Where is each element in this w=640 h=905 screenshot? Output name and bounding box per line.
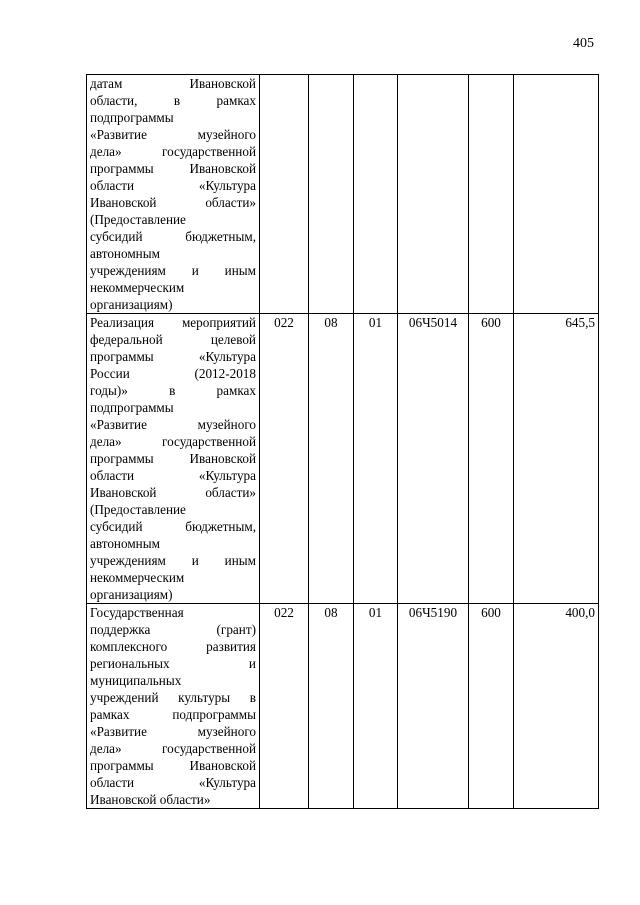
description-line: «Развитие музейного [90, 127, 256, 142]
description-line: программы Ивановской [90, 451, 256, 466]
description-line: (Предоставление [90, 502, 186, 517]
ministry-code-cell: 022 [260, 314, 309, 604]
description-line: области «Культура [90, 178, 256, 193]
budget-table [86, 74, 599, 809]
description-line: комплексного развития [90, 639, 256, 654]
description-line: региональных и [90, 656, 256, 671]
description-line: некоммерческим [90, 280, 185, 295]
description-line: программы Ивановской [90, 758, 256, 773]
description-line: организациям) [90, 297, 173, 312]
description-line: датам Ивановской [90, 76, 256, 91]
description-line: подпрограммы [90, 400, 174, 415]
description-line: учреждениям и иным [90, 263, 256, 278]
description-line: поддержка (грант) [90, 622, 256, 637]
description-line: области «Культура [90, 468, 256, 483]
description-line: Ивановской области» [90, 195, 256, 210]
description-line: подпрограммы [90, 110, 174, 125]
table-body [87, 75, 599, 809]
description-line: субсидий бюджетным, [90, 229, 256, 244]
description-line: Ивановской области» [90, 485, 256, 500]
section-code-cell: 08 [309, 314, 354, 604]
description-line: организациям) [90, 587, 173, 602]
expense-type-cell: 600 [469, 314, 514, 604]
target-article-cell: 06Ч5190 [398, 604, 469, 809]
section-code-cell [309, 75, 354, 314]
target-article-cell [398, 75, 469, 314]
description-line: программы Ивановской [90, 161, 256, 176]
description-line: Государственная [90, 605, 184, 620]
description-line: муниципальных [90, 673, 182, 688]
table-row [87, 604, 599, 809]
description-line: дела» государственной [90, 741, 256, 756]
ministry-code-cell [260, 75, 309, 314]
description-line: области, в рамках [90, 93, 256, 108]
description-line: Ивановской области» [90, 792, 211, 807]
description-line: (Предоставление [90, 212, 186, 227]
description-line: России (2012-2018 [90, 366, 256, 381]
sum-cell: 400,0 [514, 604, 599, 809]
subsection-code-cell [354, 75, 398, 314]
description-line: дела» государственной [90, 434, 256, 449]
subsection-code-cell: 01 [354, 604, 398, 809]
description-line: рамках подпрограммы [90, 707, 256, 722]
description-line: федеральной целевой [90, 332, 256, 347]
subsection-code-cell: 01 [354, 314, 398, 604]
expense-type-cell: 600 [469, 604, 514, 809]
description-cell [87, 314, 260, 604]
expense-type-cell [469, 75, 514, 314]
sum-cell [514, 75, 599, 314]
ministry-code-cell: 022 [260, 604, 309, 809]
description-line: дела» государственной [90, 144, 256, 159]
description-cell [87, 75, 260, 314]
section-code-cell: 08 [309, 604, 354, 809]
sum-cell: 645,5 [514, 314, 599, 604]
description-line: автономным [90, 246, 160, 261]
description-line: области «Культура [90, 775, 256, 790]
description-line: Реализация мероприятий [90, 315, 256, 330]
description-line: годы)» в рамках [90, 383, 256, 398]
description-line: «Развитие музейного [90, 417, 256, 432]
description-line: учреждениям и иным [90, 553, 256, 568]
target-article-cell: 06Ч5014 [398, 314, 469, 604]
description-line: учреждений культуры в [90, 690, 256, 705]
page-number: 405 [573, 36, 594, 51]
table-row [87, 75, 599, 314]
table-row [87, 314, 599, 604]
description-line: «Развитие музейного [90, 724, 256, 739]
description-line: субсидий бюджетным, [90, 519, 256, 534]
description-line: некоммерческим [90, 570, 185, 585]
description-line: автономным [90, 536, 160, 551]
description-line: программы «Культура [90, 349, 256, 364]
description-cell [87, 604, 260, 809]
